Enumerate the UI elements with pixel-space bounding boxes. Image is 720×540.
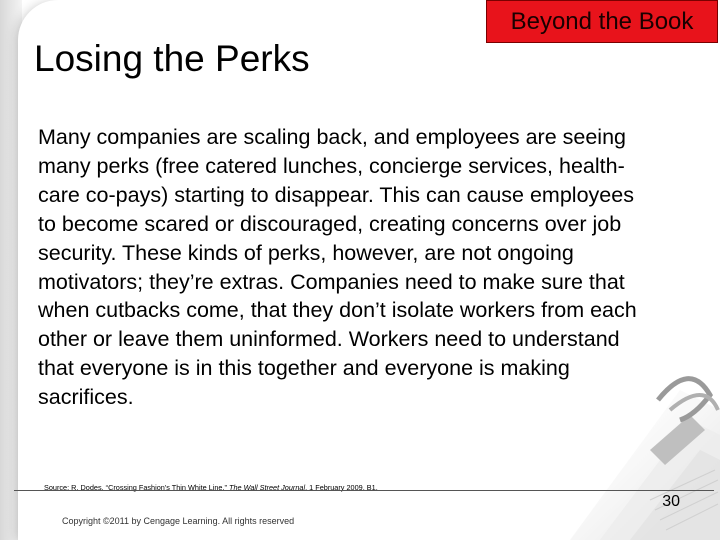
source-journal: The Wall Street Journal (228, 483, 306, 492)
binder-clip-papers-icon (530, 300, 720, 540)
page-number: 30 (662, 493, 680, 510)
copyright-notice: Copyright ©2011 by Cengage Learning. All rights reserved (62, 516, 295, 526)
footer-divider (14, 490, 714, 491)
slide-title: Losing the Perks (34, 38, 310, 79)
body-paragraph: Many companies are scaling back, and employees are seeing many perks (free catered lunches, concierge services, health-care co-pays) starting to disappear. This can cause employees to become scared or discouraged, creating concerns over job security. These kinds of perks, however, are not ongoing motivators; they’re extras. Companies need to make sure that when cutbacks come, that they don’t isolate workers from each other or leave them uninformed. Workers need to understand that everyone is in this together and everyone is making sacrifices. (38, 125, 637, 410)
source-prefix: Source: R. Dodes, “Crossing Fashion's Thin White Line,” (44, 483, 227, 492)
beyond-the-book-badge: Beyond the Book (486, 0, 718, 43)
source-citation (44, 483, 378, 493)
source-suffix: , 1 February 2009, B1. (305, 483, 378, 492)
